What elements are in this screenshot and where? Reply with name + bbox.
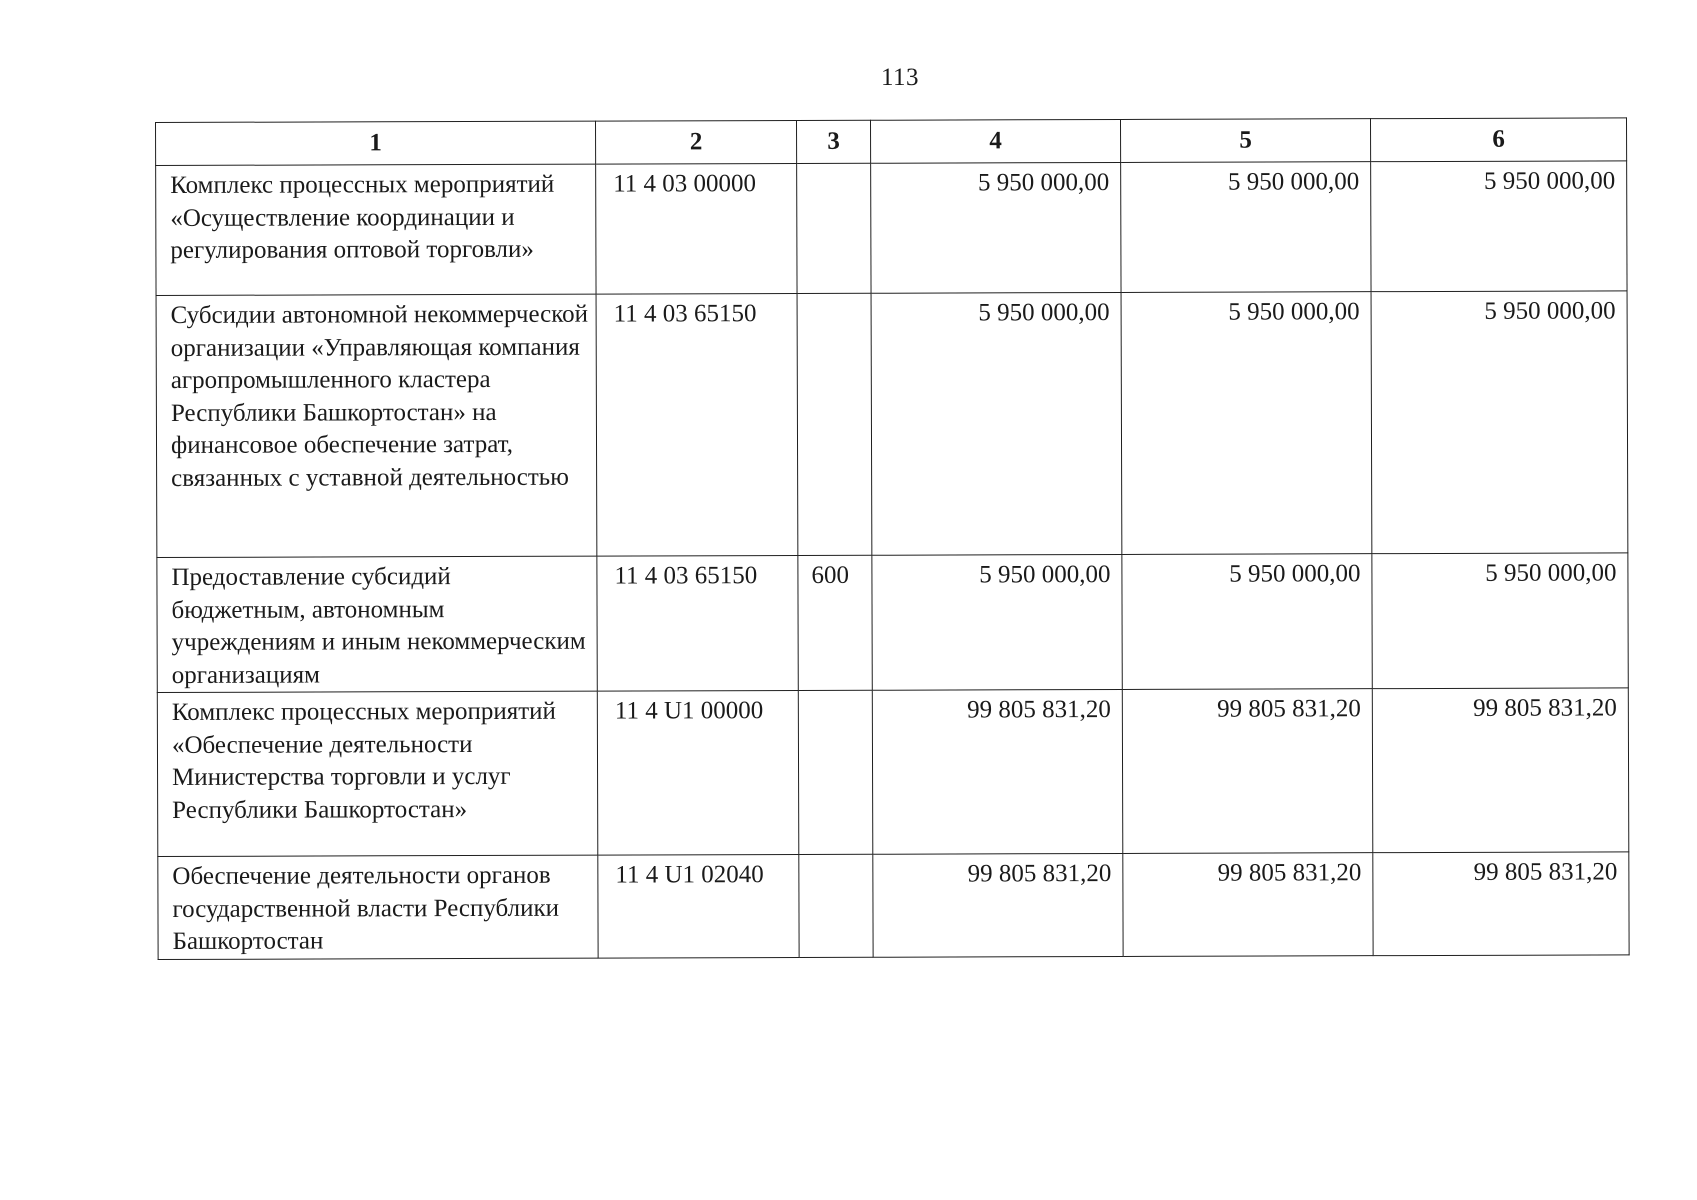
row-value-col4: 99 805 831,20: [873, 853, 1123, 956]
row-code: 11 4 03 00000: [596, 163, 797, 294]
row-value-col6: 5 950 000,00: [1371, 161, 1627, 292]
header-col-4: 4: [870, 119, 1120, 163]
table-row: [157, 688, 1629, 857]
header-col-5: 5: [1120, 119, 1370, 163]
row-name: Комплекс процессных мероприятий «Обеспечение деятельности Министерства торговли и услуг Республики Башкортостан»: [157, 691, 598, 856]
row-name: Предоставление субсидий бюджетным, автономным учреждениям и иным некоммерческим организациям: [157, 556, 597, 692]
budget-table: [155, 117, 1630, 959]
table-row: [156, 291, 1628, 558]
row-value-col5: 5 950 000,00: [1122, 554, 1372, 690]
row-value-col5: 5 950 000,00: [1121, 162, 1371, 293]
row-value-col6: 5 950 000,00: [1372, 553, 1628, 689]
header-col-3: 3: [796, 120, 870, 163]
row-value-col5: 99 805 831,20: [1123, 853, 1373, 956]
row-expense-type: [799, 854, 873, 957]
row-expense-type: [797, 293, 872, 555]
row-value-col5: 5 950 000,00: [1121, 292, 1372, 555]
row-name: Комплекс процессных мероприятий «Осуществление координации и регулирования оптовой торговли»: [156, 164, 596, 295]
row-expense-type: [797, 163, 871, 293]
table-row: [156, 161, 1627, 296]
table-row: [158, 852, 1629, 959]
page-number: 113: [880, 64, 920, 91]
table-row: [157, 553, 1628, 693]
header-col-2: 2: [595, 120, 796, 164]
row-value-col4: 5 950 000,00: [871, 292, 1122, 555]
header-col-6: 6: [1370, 118, 1626, 162]
row-code: 11 4 U1 02040: [598, 854, 799, 957]
row-value-col4: 5 950 000,00: [872, 554, 1122, 690]
row-value-col6: 99 805 831,20: [1372, 688, 1629, 853]
row-expense-type: 600: [798, 555, 872, 690]
row-value-col4: 99 805 831,20: [872, 689, 1123, 854]
row-code: 11 4 U1 00000: [597, 690, 799, 855]
row-expense-type: [798, 690, 873, 854]
row-code: 11 4 03 65150: [596, 293, 798, 556]
row-value-col4: 5 950 000,00: [871, 162, 1121, 293]
table-header-row: [156, 118, 1627, 166]
row-code: 11 4 03 65150: [597, 555, 798, 691]
row-name: Субсидии автономной некоммерческой организации «Управляющая компания агропромышленного кластера Республики Башкортостан» на финансовое обеспечение затрат, связанных с уставной деятельностью: [156, 294, 597, 557]
row-value-col6: 5 950 000,00: [1371, 291, 1628, 554]
header-col-1: 1: [156, 121, 596, 165]
row-value-col6: 99 805 831,20: [1373, 852, 1629, 955]
row-name: Обеспечение деятельности органов государственной власти Республики Башкортостан: [158, 855, 598, 959]
row-value-col5: 99 805 831,20: [1122, 689, 1373, 854]
